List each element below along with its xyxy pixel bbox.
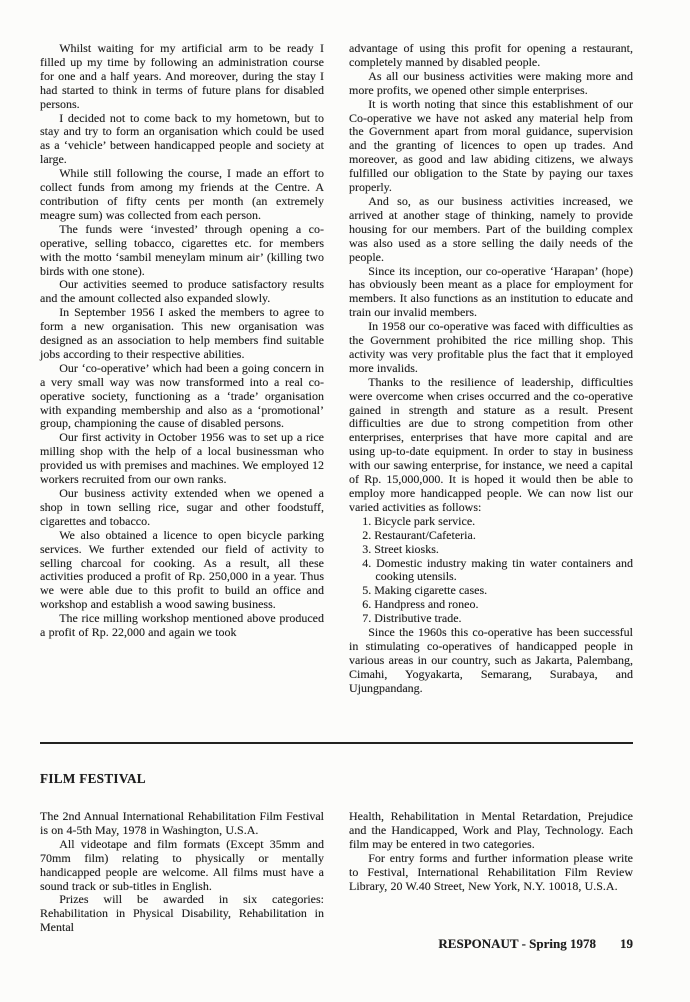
paragraph: I decided not to come back to my hometown, but to stay and try to form an organisation which could be used as a ‘vehicle’ between handicapped people and society at large. bbox=[40, 110, 324, 167]
article-body bbox=[40, 42, 633, 696]
activities-list bbox=[349, 515, 633, 626]
paragraph: Since its inception, our co-operative ‘Harapan’ (hope) has obviously been meant as a place for employment for members. It also functions as an institution to educate and train our invalid members. bbox=[349, 263, 633, 320]
article-left-column bbox=[40, 42, 324, 696]
paragraph: All videotape and film formats (Except 35mm and 70mm film) relating to physically or mentally handicapped people are welcome. All films must have a sound track or sub-titles in English. bbox=[40, 836, 324, 893]
film-festival-left-column bbox=[40, 810, 324, 935]
paragraph: Our activities seemed to produce satisfactory results and the amount collected also expanded slowly. bbox=[40, 277, 324, 306]
paragraph: Our ‘co-operative’ which had been a going concern in a very small way was now transformed into a real co-operative society, functioning as a ‘trade’ organisation with expanding membership and also as a ‘promotional’ group, championing the cause of disabled persons. bbox=[40, 360, 324, 431]
paragraph: While still following the course, I made an effort to collect funds from among my friends at the Centre. A contribution of fifty cents per month (an extremely meagre sum) was collected from each person. bbox=[40, 166, 324, 222]
paragraph: Our first activity in October 1956 was to set up a rice milling shop with the help of a local businessman who provided us with premises and machines. We employed 12 workers recruited from our own ranks. bbox=[40, 430, 324, 487]
page-number: 19 bbox=[620, 936, 633, 951]
section-divider-rule bbox=[40, 742, 633, 744]
film-festival-right-column bbox=[349, 810, 633, 935]
paragraph: Health, Rehabilitation in Mental Retardation, Prejudice and the Handicapped, Work and Play, Technology. Each film may be entered in two categories. bbox=[349, 809, 633, 851]
article-right-column bbox=[349, 42, 633, 696]
paragraph: In September 1956 I asked the members to agree to form a new organisation. This new organisation was designed as an association to help members find suitable jobs according to their respective abilities. bbox=[40, 305, 324, 361]
list-item: 7. Distributive trade. bbox=[362, 611, 462, 626]
paragraph: And so, as our business activities increased, we arrived at another stage of thinking, namely to provide housing for our members. Part of the building complex was also used as a store selling the daily needs of the people. bbox=[349, 193, 633, 264]
film-festival-body bbox=[40, 810, 633, 935]
list-item: 2. Restaurant/Cafeteria. bbox=[362, 527, 476, 542]
paragraph: In 1958 our co-operative was faced with difficulties as the Government prohibited the rice milling shop. This activity was very profitable plus the fact that it employed more invalids. bbox=[349, 319, 633, 375]
paragraph: As all our business activities were making more and more profits, we opened other simple enterprises. bbox=[349, 68, 633, 97]
list-item: 6. Handpress and roneo. bbox=[362, 597, 479, 612]
list-item: 5. Making cigarette cases. bbox=[362, 583, 488, 598]
paragraph: The 2nd Annual International Rehabilitation Film Festival is on 4-5th May, 1978 in Washington, U.S.A. bbox=[40, 809, 324, 837]
list-item: 4. Domestic industry making tin water containers and cooking utensils. bbox=[362, 555, 633, 584]
film-festival-heading: FILM FESTIVAL bbox=[40, 771, 146, 786]
paragraph: The rice milling workshop mentioned above produced a profit of Rp. 22,000 and again we took bbox=[40, 611, 324, 640]
journal-title: RESPONAUT - Spring 1978 bbox=[438, 936, 596, 951]
list-item: 3. Street kiosks. bbox=[362, 541, 439, 556]
paragraph: It is worth noting that since this establishment of our Co-operative we have not asked any material help from the Government apart from moral guidance, supervision and the granting of licences to open up trades. And moreover, as good and law abiding citizens, we always fulfilled our obligation to the State by paying our taxes properly. bbox=[349, 96, 633, 195]
paragraph: advantage of using this profit for opening a restaurant, completely manned by disabled people. bbox=[349, 41, 633, 69]
paragraph: Our business activity extended when we opened a shop in town selling rice, sugar and other foodstuff, cigarettes and tobacco. bbox=[40, 486, 324, 528]
page-footer bbox=[438, 936, 633, 952]
paragraph: For entry forms and further information please write to Festival, International Rehabilitation Film Review Library, 20 W.40 Street, New York, N.Y. 10018, U.S.A. bbox=[349, 850, 633, 893]
paragraph: Whilst waiting for my artificial arm to be ready I filled up my time by following an administration course for one and a half years. And moreover, during the stay I had started to think in terms of future plans for disabled persons. bbox=[40, 41, 324, 111]
paragraph: The funds were ‘invested’ through opening a co-operative, selling tobacco, cigarettes etc. for members with the motto ‘sambil meneylam minum air’ (killing two birds with one stone). bbox=[40, 221, 324, 278]
paragraph: Prizes will be awarded in six categories: Rehabilitation in Physical Disability, Rehabilitation in Mental bbox=[40, 892, 324, 935]
paragraph: Thanks to the resilience of leadership, difficulties were overcome when crises occurred and the co-operative gained in strength and stature as a result. Present difficulties are due to strong competition from other enterprises, enterprises that have more capital and are using up-to-date equipment. In order to stay in business with our sawing enterprise, for instance, we need a capital of Rp. 15,000,000. It is hoped it would then be able to employ more handicapped people. We can now list our varied activities as follows: bbox=[349, 374, 633, 514]
paragraph: Since the 1960s this co-operative has been successful in stimulating co-operatives of handicapped people in various areas in our country, such as Jakarta, Palembang, Cimahi, Yogyakarta, Semarang, Surabaya, and Ujungpandang. bbox=[349, 625, 633, 695]
paragraph: We also obtained a licence to open bicycle parking services. We further extended our field of activity to selling charcoal for cooking. As a result, all these activities produced a profit of Rp. 250,000 in a year. Thus we were able due to this profit to build an office and workshop and establish a wood sawing business. bbox=[40, 527, 324, 612]
list-item: 1. Bicycle park service. bbox=[362, 513, 476, 528]
